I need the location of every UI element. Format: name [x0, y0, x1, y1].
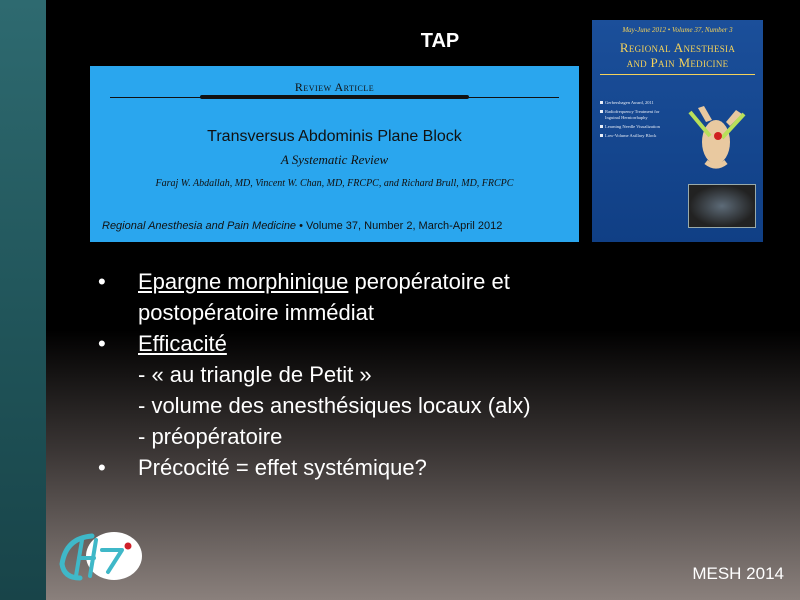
bullet-item: [92, 328, 732, 359]
article-rule-thick: [200, 95, 469, 99]
article-subtitle: A Systematic Review: [280, 152, 389, 167]
sub-item: [92, 421, 732, 452]
citation-issue: Volume 37, Number 2, March-April 2012: [306, 220, 503, 232]
cover-items: [600, 100, 668, 142]
cover-journal-name: [592, 40, 763, 70]
cover-item: Radiofrequency Treatment for Inguinal Herniorrhaphy: [600, 109, 668, 121]
cover-date-line: May-June 2012 • Volume 37, Number 3: [622, 26, 733, 34]
bullet-text: peropératoire et: [348, 269, 510, 294]
bullet-marker: •: [98, 455, 106, 480]
bullet-item: [92, 266, 732, 297]
journal-cover-image: [592, 20, 763, 242]
cover-illustration-icon: [676, 102, 756, 174]
hospital-logo-icon: [52, 528, 144, 584]
bullet-list: [92, 266, 732, 483]
citation-journal: Regional Anesthesia and Pain Medicine: [102, 220, 297, 232]
cover-item: Learning Needle Visualization: [600, 124, 668, 130]
sub-item-text: - volume des anesthésiques locaux (alx): [138, 393, 531, 418]
cover-journal-name-line2: and Pain Medicine: [626, 55, 729, 70]
citation-separator: •: [299, 220, 303, 232]
sub-item: [92, 390, 732, 421]
sub-item: [92, 359, 732, 390]
sub-item-text: - « au triangle de Petit »: [138, 362, 372, 387]
article-header-image: [90, 66, 579, 242]
bullet-marker: •: [98, 331, 106, 356]
cover-item: Low-Volume Axillary Block: [600, 133, 668, 139]
slide-title: TAP: [420, 30, 460, 52]
article-title: Transversus Abdominis Plane Block: [207, 128, 462, 145]
bullet-text-underlined: Epargne morphinique: [138, 269, 349, 294]
bullet-text-underlined: Efficacité: [138, 331, 227, 356]
article-citation: [102, 220, 571, 232]
article-kicker: Review Article: [294, 80, 375, 94]
bullet-item: [92, 452, 732, 483]
cover-ultrasound-image: [688, 184, 756, 228]
side-accent-bar: [0, 0, 46, 600]
bullet-continuation: [92, 297, 732, 328]
article-authors: Faraj W. Abdallah, MD, Vincent W. Chan, MD, FRCPC, and Richard Brull, MD, FRCPC: [155, 178, 514, 189]
cover-journal-name-line1: Regional Anesthesia: [619, 40, 736, 55]
bullet-marker: •: [98, 269, 106, 294]
bullet-text: Précocité = effet systémique?: [138, 455, 427, 480]
sub-item-text: - préopératoire: [138, 424, 283, 449]
bullet-text: postopératoire immédiat: [138, 300, 375, 325]
cover-rule: [600, 74, 755, 75]
footer-text: MESH 2014: [692, 564, 784, 583]
cover-item: Gerbershagen Award, 2011: [600, 100, 668, 106]
